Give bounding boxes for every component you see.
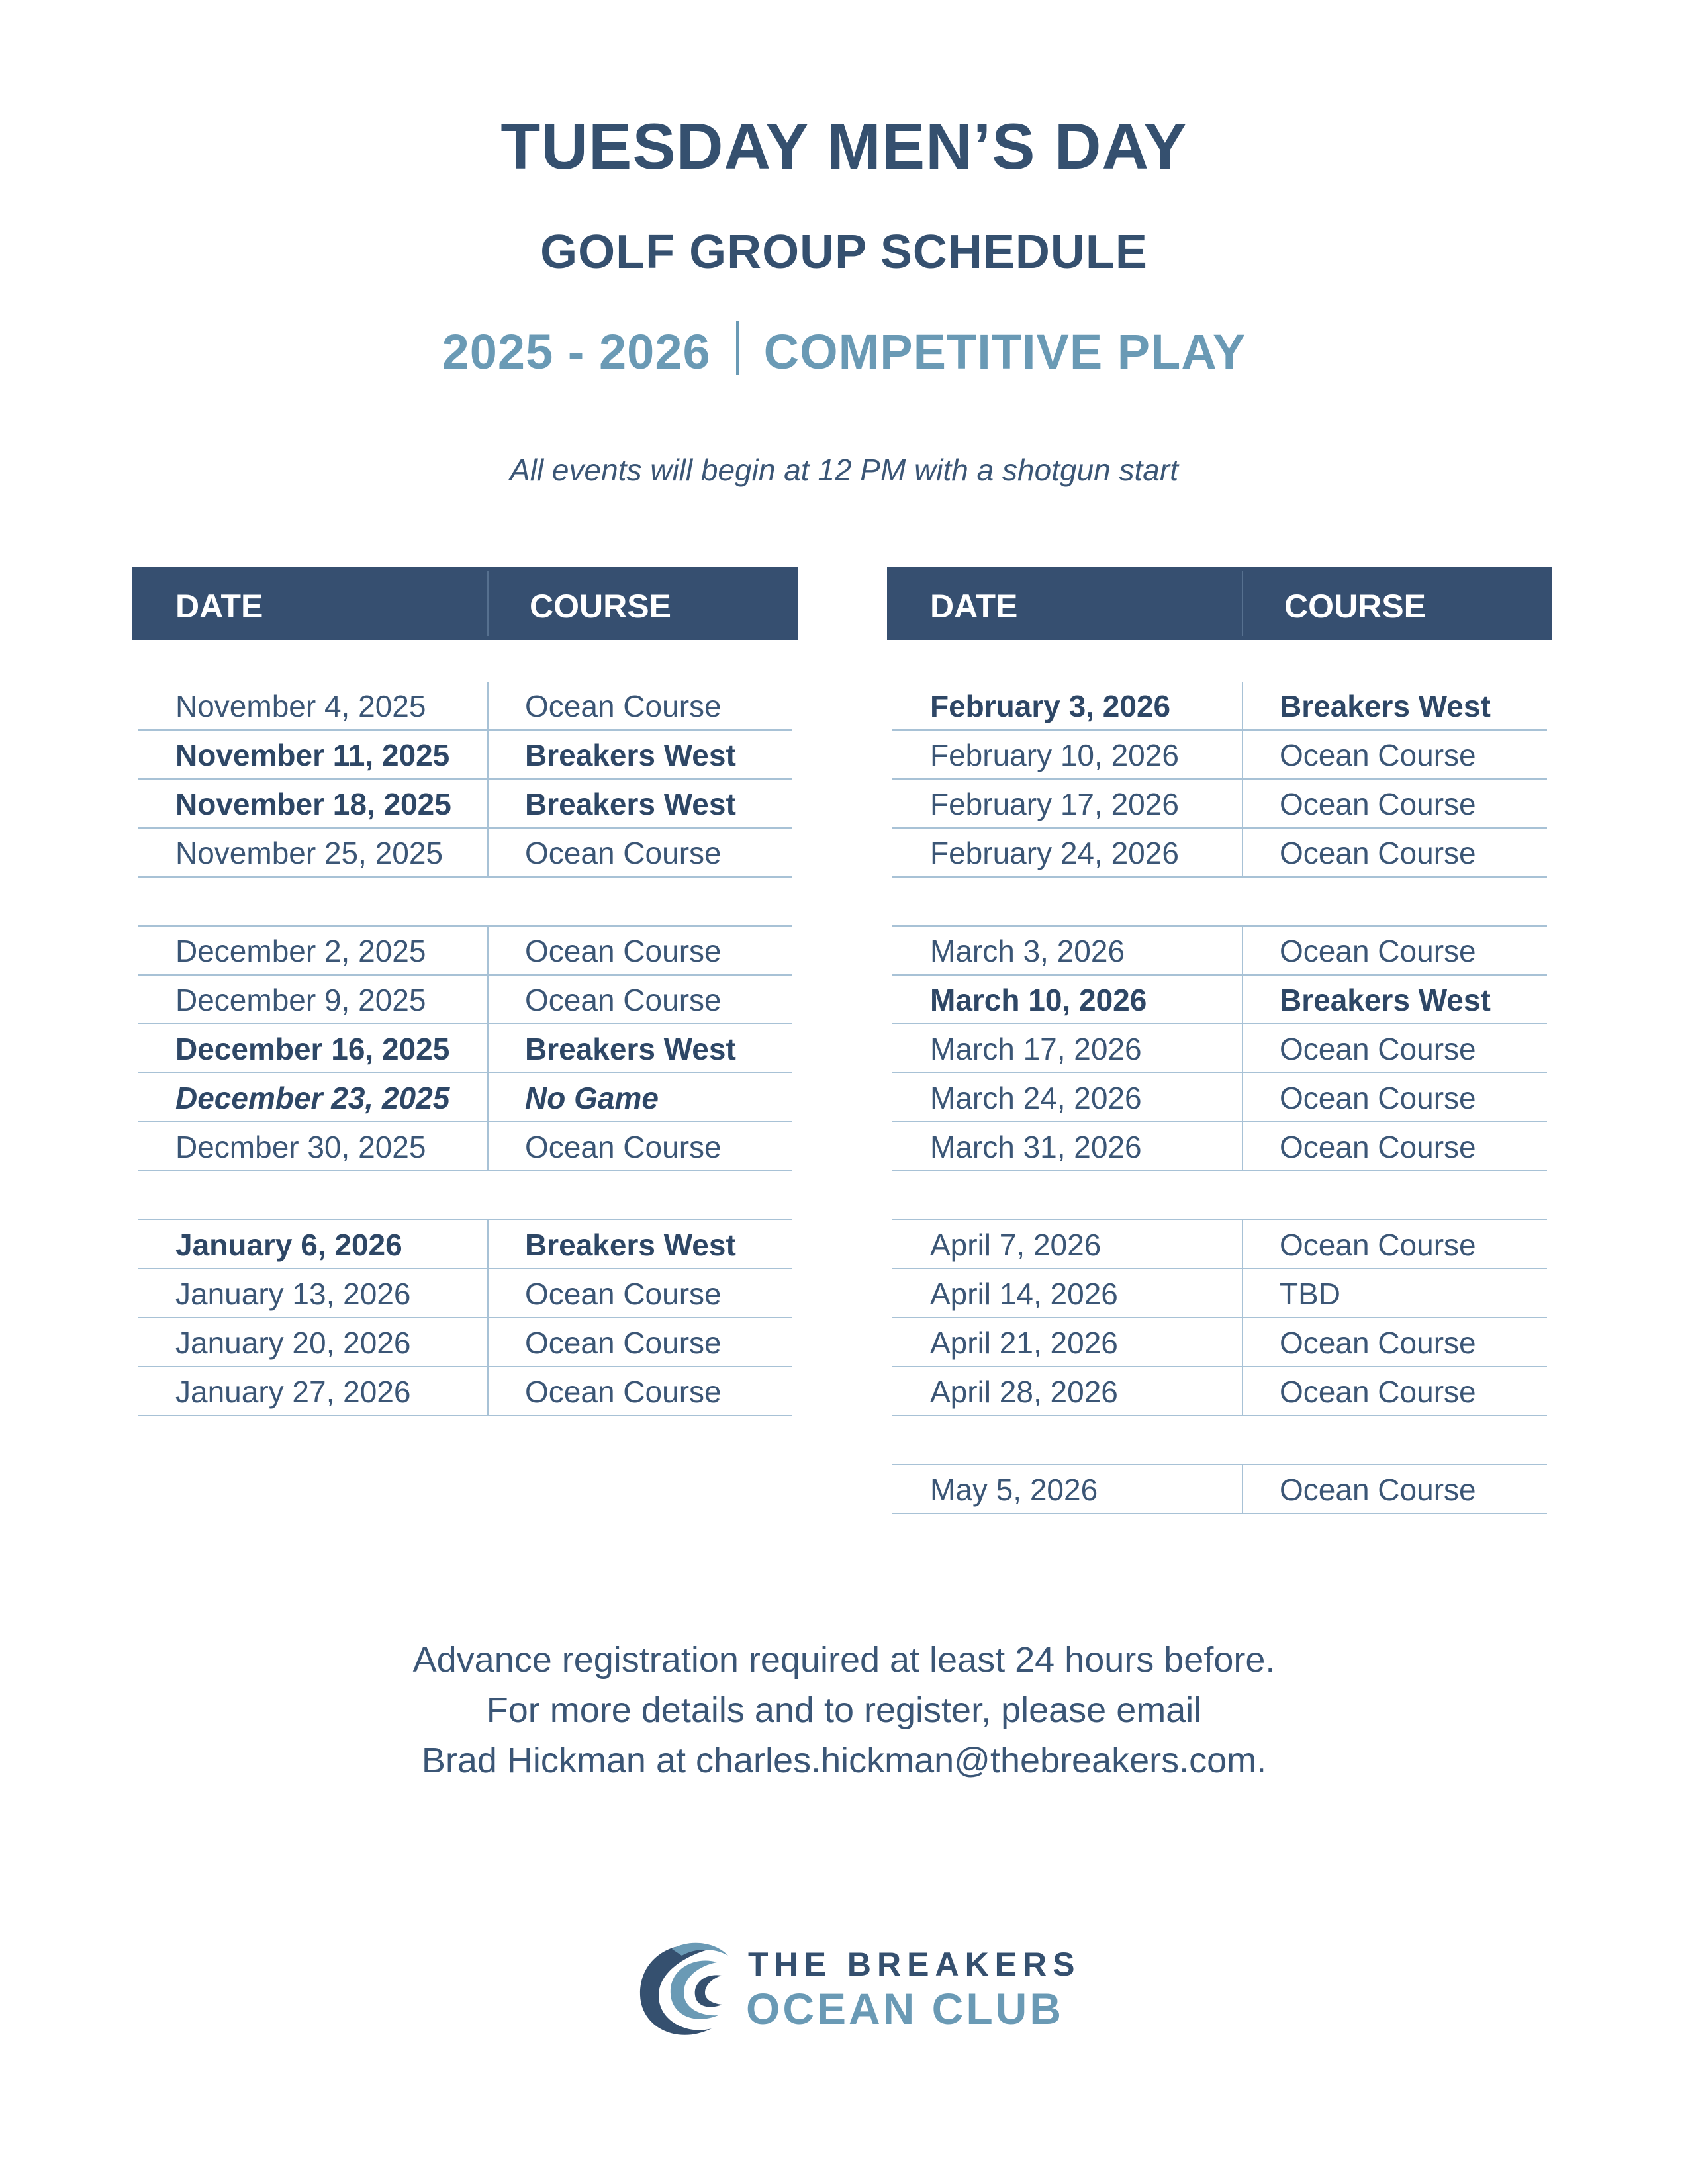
date-column-header: DATE bbox=[175, 588, 263, 625]
table-body bbox=[132, 682, 798, 1416]
table-row bbox=[892, 976, 1547, 1024]
date-cell: April 28, 2026 bbox=[930, 1375, 1118, 1409]
table-row bbox=[138, 731, 792, 780]
table-row bbox=[138, 1269, 792, 1318]
date-cell: February 3, 2026 bbox=[930, 689, 1171, 723]
date-cell: March 31, 2026 bbox=[930, 1130, 1142, 1164]
table-row bbox=[892, 1122, 1547, 1171]
table-row bbox=[892, 1269, 1547, 1318]
column-divider bbox=[1242, 1024, 1243, 1072]
column-divider bbox=[1242, 1367, 1243, 1415]
date-cell: February 10, 2026 bbox=[930, 738, 1179, 772]
date-cell: December 16, 2025 bbox=[175, 1032, 450, 1066]
column-divider bbox=[1242, 1465, 1243, 1513]
date-column-header: DATE bbox=[930, 588, 1018, 625]
season-years: 2025 - 2026 bbox=[442, 324, 711, 379]
table-row bbox=[892, 829, 1547, 878]
schedule-table-left bbox=[132, 567, 798, 1416]
page-subtitle: GOLF GROUP SCHEDULE bbox=[540, 226, 1148, 279]
table-header bbox=[132, 567, 798, 640]
spacer-row bbox=[892, 878, 1547, 927]
column-divider bbox=[487, 682, 489, 729]
column-divider bbox=[487, 1220, 489, 1268]
spacer-row bbox=[892, 1171, 1547, 1220]
course-cell: Breakers West bbox=[525, 1228, 736, 1262]
date-cell: November 25, 2025 bbox=[175, 836, 444, 870]
footer-line: For more details and to register, please email bbox=[486, 1690, 1202, 1730]
table-body bbox=[887, 682, 1552, 1514]
header-divider bbox=[487, 571, 489, 636]
column-divider bbox=[1242, 780, 1243, 827]
table-row bbox=[892, 1220, 1547, 1269]
table-row bbox=[138, 1073, 792, 1122]
table-row bbox=[892, 927, 1547, 976]
column-divider bbox=[487, 780, 489, 827]
course-cell: Ocean Course bbox=[1280, 836, 1476, 870]
date-cell: March 24, 2026 bbox=[930, 1081, 1142, 1115]
course-cell: Ocean Course bbox=[525, 983, 722, 1017]
course-cell: Breakers West bbox=[1280, 689, 1491, 723]
course-cell: Ocean Course bbox=[1280, 787, 1476, 821]
course-cell: Ocean Course bbox=[525, 1375, 722, 1409]
season-line bbox=[0, 321, 1688, 380]
table-row bbox=[892, 1024, 1547, 1073]
course-cell: Breakers West bbox=[525, 787, 736, 821]
table-row bbox=[892, 1073, 1547, 1122]
date-cell: May 5, 2026 bbox=[930, 1473, 1098, 1507]
table-row bbox=[138, 780, 792, 829]
course-cell: Ocean Course bbox=[1280, 934, 1476, 968]
course-cell: No Game bbox=[525, 1081, 659, 1115]
course-cell: Ocean Course bbox=[525, 1277, 722, 1311]
course-cell: Ocean Course bbox=[1280, 1473, 1476, 1507]
start-note: All events will begin at 12 PM with a shotgun start bbox=[510, 453, 1178, 487]
column-divider bbox=[1242, 1269, 1243, 1317]
course-cell: Ocean Course bbox=[525, 836, 722, 870]
play-type: COMPETITIVE PLAY bbox=[763, 324, 1246, 379]
column-divider bbox=[487, 1269, 489, 1317]
column-divider bbox=[1242, 731, 1243, 778]
date-cell: February 17, 2026 bbox=[930, 787, 1179, 821]
table-row bbox=[138, 1220, 792, 1269]
table-row bbox=[138, 976, 792, 1024]
date-cell: November 18, 2025 bbox=[175, 787, 451, 821]
table-row bbox=[892, 1367, 1547, 1416]
course-cell: Ocean Course bbox=[525, 1326, 722, 1360]
date-cell: March 10, 2026 bbox=[930, 983, 1147, 1017]
footer-line: Advance registration required at least 24 hours before. bbox=[412, 1640, 1276, 1680]
table-row bbox=[892, 780, 1547, 829]
date-cell: November 4, 2025 bbox=[175, 689, 426, 723]
schedule-table-right bbox=[887, 567, 1552, 1514]
spacer-row bbox=[138, 878, 792, 927]
table-row bbox=[138, 829, 792, 878]
footer-line: Brad Hickman at charles.hickman@thebreakers.com. bbox=[421, 1741, 1267, 1780]
column-divider bbox=[487, 731, 489, 778]
spacer-row bbox=[892, 1416, 1547, 1465]
table-row bbox=[138, 1318, 792, 1367]
column-divider bbox=[1242, 976, 1243, 1023]
column-divider bbox=[487, 1367, 489, 1415]
date-cell: April 21, 2026 bbox=[930, 1326, 1118, 1360]
course-cell: Ocean Course bbox=[1280, 1228, 1476, 1262]
course-cell: Ocean Course bbox=[1280, 1130, 1476, 1164]
table-row bbox=[138, 1122, 792, 1171]
date-cell: January 6, 2026 bbox=[175, 1228, 402, 1262]
logo-text-top: THE BREAKERS bbox=[748, 1946, 1081, 1983]
table-row bbox=[138, 682, 792, 731]
date-cell: November 11, 2025 bbox=[175, 738, 450, 772]
spacer-row bbox=[138, 1171, 792, 1220]
course-cell: Ocean Course bbox=[525, 689, 722, 723]
course-cell: Breakers West bbox=[1280, 983, 1491, 1017]
column-divider bbox=[487, 927, 489, 974]
column-divider bbox=[1242, 927, 1243, 974]
column-divider bbox=[1242, 829, 1243, 876]
column-divider bbox=[487, 1122, 489, 1170]
date-cell: April 14, 2026 bbox=[930, 1277, 1118, 1311]
header-divider bbox=[1242, 571, 1243, 636]
table-row bbox=[138, 927, 792, 976]
wave-icon bbox=[632, 1936, 731, 2042]
date-cell: January 20, 2026 bbox=[175, 1326, 411, 1360]
divider bbox=[736, 321, 739, 375]
column-divider bbox=[487, 1318, 489, 1366]
date-cell: January 27, 2026 bbox=[175, 1375, 411, 1409]
date-cell: December 23, 2025 bbox=[175, 1081, 450, 1115]
course-cell: Breakers West bbox=[525, 738, 736, 772]
club-logo bbox=[632, 1936, 1081, 2048]
course-column-header: COURSE bbox=[1284, 588, 1426, 625]
date-cell: February 24, 2026 bbox=[930, 836, 1179, 870]
table-row bbox=[892, 731, 1547, 780]
table-row bbox=[138, 1024, 792, 1073]
course-cell: Ocean Course bbox=[1280, 1032, 1476, 1066]
table-header bbox=[887, 567, 1552, 640]
date-cell: Decmber 30, 2025 bbox=[175, 1130, 426, 1164]
table-row bbox=[138, 1367, 792, 1416]
course-cell: Breakers West bbox=[525, 1032, 736, 1066]
date-cell: January 13, 2026 bbox=[175, 1277, 411, 1311]
course-cell: Ocean Course bbox=[1280, 1326, 1476, 1360]
column-divider bbox=[1242, 682, 1243, 729]
column-divider bbox=[487, 976, 489, 1023]
course-cell: Ocean Course bbox=[1280, 1081, 1476, 1115]
course-cell: Ocean Course bbox=[525, 934, 722, 968]
date-cell: December 2, 2025 bbox=[175, 934, 426, 968]
column-divider bbox=[1242, 1220, 1243, 1268]
registration-info bbox=[0, 1635, 1688, 1786]
column-divider bbox=[487, 829, 489, 876]
column-divider bbox=[487, 1073, 489, 1121]
course-cell: Ocean Course bbox=[525, 1130, 722, 1164]
course-cell: TBD bbox=[1280, 1277, 1340, 1311]
table-row bbox=[892, 682, 1547, 731]
date-cell: March 3, 2026 bbox=[930, 934, 1125, 968]
logo-text-bottom: OCEAN CLUB bbox=[746, 1984, 1064, 2033]
column-divider bbox=[1242, 1318, 1243, 1366]
date-cell: April 7, 2026 bbox=[930, 1228, 1102, 1262]
table-row bbox=[892, 1318, 1547, 1367]
date-cell: March 17, 2026 bbox=[930, 1032, 1142, 1066]
table-row bbox=[892, 1465, 1547, 1514]
column-divider bbox=[487, 1024, 489, 1072]
course-column-header: COURSE bbox=[530, 588, 671, 625]
column-divider bbox=[1242, 1122, 1243, 1170]
column-divider bbox=[1242, 1073, 1243, 1121]
course-cell: Ocean Course bbox=[1280, 1375, 1476, 1409]
page-title: TUESDAY MEN’S DAY bbox=[500, 110, 1188, 183]
date-cell: December 9, 2025 bbox=[175, 983, 426, 1017]
course-cell: Ocean Course bbox=[1280, 738, 1476, 772]
